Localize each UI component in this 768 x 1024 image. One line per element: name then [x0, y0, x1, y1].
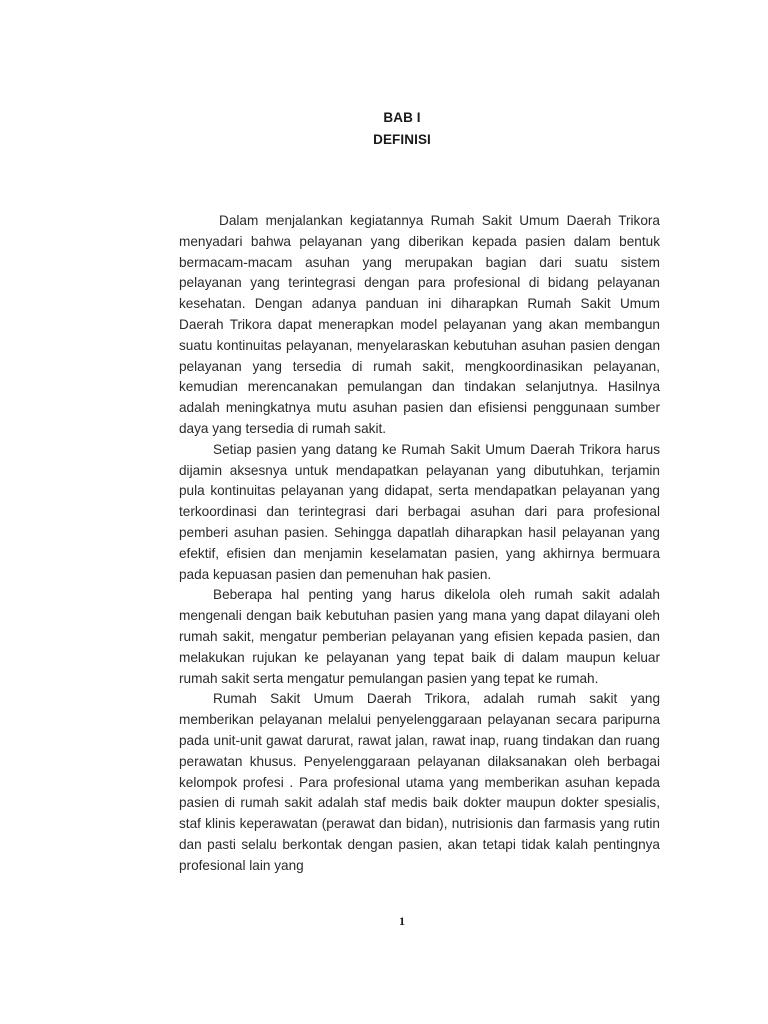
- paragraph: Beberapa hal penting yang harus dikelola oleh rumah sakit adalah mengenali dengan baik kebutuhan pasien yang mana yang dapat dilayani oleh rumah sakit, mengatur pemberian pelayanan yang efisien kepada pasien, dan melakukan rujukan ke pelayanan yang tepat baik di dalam maupun keluar rumah sakit serta mengatur pemulangan pasien yang tepat ke rumah.: [179, 587, 660, 686]
- paragraph: Rumah Sakit Umum Daerah Trikora, adalah rumah sakit yang memberikan pelayanan melalui penyelenggaraan pelayanan secara paripurna pada unit-unit gawat darurat, rawat jalan, rawat inap, ruang tindakan dan ruang perawatan khusus. Penyelenggaraan pelayanan dilaksanakan oleh berbagai kelompok profesi . Para profesional utama yang memberikan asuhan kepada pasien di rumah sakit adalah staf medis baik dokter maupun dokter spesialis, staf klinis keperawatan (perawat dan bidan), nutrisionis dan farmasis yang rutin dan pasti selalu berkontak dengan pasien, akan tetapi tidak kalah pentingnya profesional lain yang: [179, 691, 660, 873]
- paragraph: Setiap pasien yang datang ke Rumah Sakit Umum Daerah Trikora harus dijamin aksesnya untuk mendapatkan pelayanan yang dibutuhkan, terjamin pula kontinuitas pelayanan yang didapat, serta mendapatkan pelayanan yang terkoordinasi dan terintegrasi dari berbagai asuhan dari para profesional pemberi asuhan pasien. Sehingga dapatlah diharapkan hasil pelayanan yang efektif, efisien dan menjamin keselamatan pasien, yang akhirnya bermuara pada kepuasan pasien dan pemenuhan hak pasien.: [179, 441, 660, 582]
- chapter-title: DEFINISI: [373, 132, 431, 147]
- paragraph: Dalam menjalankan kegiatannya Rumah Sakit Umum Daerah Trikora menyadari bahwa pelayanan yang diberikan kepada pasien dalam bentuk bermacam-macam asuhan yang merupakan bagian dari suatu sistem pelayanan yang terintegrasi dengan para profesional di bidang pelayanan kesehatan. Dengan adanya panduan ini diharapkan Rumah Sakit Umum Daerah Trikora dapat menerapkan model pelayanan yang akan membangun suatu kontinuitas pelayanan, menyelaraskan kebutuhan asuhan pasien dengan pelayanan yang tersedia di rumah sakit, mengkoordinasikan pelayanan, kemudian merencanakan pemulangan dan tindakan selanjutnya. Hasilnya adalah meningkatnya mutu asuhan pasien dan efisiensi penggunaan sumber daya yang tersedia di rumah sakit.: [179, 213, 660, 436]
- body-text: [179, 211, 660, 877]
- page-number: 1: [399, 914, 405, 928]
- chapter-heading: BAB I: [383, 110, 421, 125]
